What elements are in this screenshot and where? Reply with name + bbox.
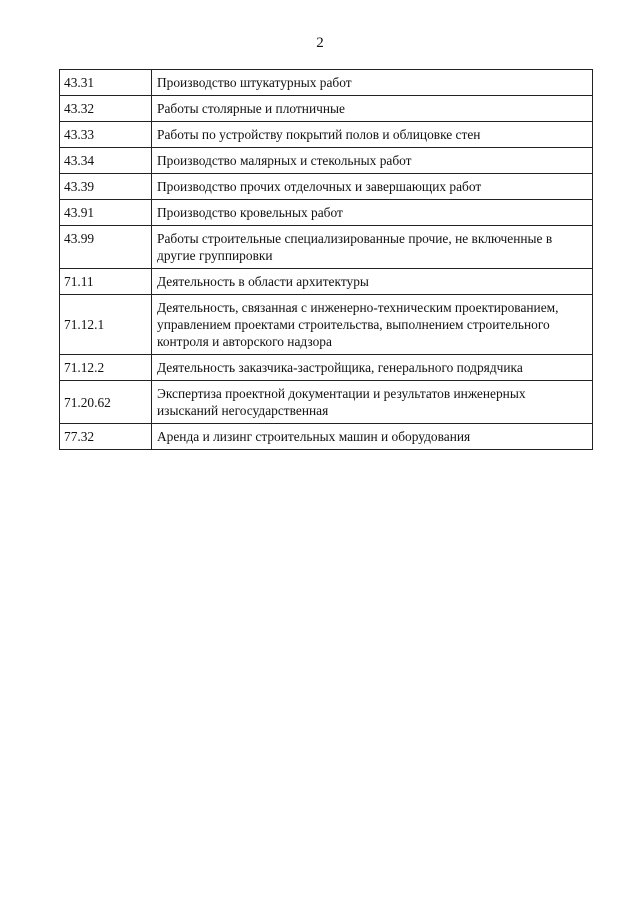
activity-code: 43.99	[60, 226, 152, 269]
activity-codes-table	[59, 69, 593, 450]
activity-code: 71.20.62	[60, 381, 152, 424]
activity-description: Аренда и лизинг строительных машин и оборудования	[152, 424, 593, 450]
activity-code: 43.31	[60, 70, 152, 96]
activity-description: Работы по устройству покрытий полов и облицовке стен	[152, 122, 593, 148]
activity-description: Производство кровельных работ	[152, 200, 593, 226]
activity-description: Экспертиза проектной документации и результатов инженерных изысканий негосударственная	[152, 381, 593, 424]
table-row	[60, 96, 593, 122]
table-row	[60, 148, 593, 174]
activity-code: 43.32	[60, 96, 152, 122]
activity-description: Производство штукатурных работ	[152, 70, 593, 96]
table-row	[60, 122, 593, 148]
activity-code: 71.12.1	[60, 295, 152, 355]
page-number: 2	[316, 35, 324, 51]
activity-code: 43.39	[60, 174, 152, 200]
activity-description: Работы строительные специализированные прочие, не включенные в другие группировки	[152, 226, 593, 269]
table-row	[60, 70, 593, 96]
activity-code: 43.91	[60, 200, 152, 226]
activity-description: Производство малярных и стекольных работ	[152, 148, 593, 174]
table-row	[60, 355, 593, 381]
activity-code: 71.12.2	[60, 355, 152, 381]
table-row	[60, 226, 593, 269]
activity-code: 77.32	[60, 424, 152, 450]
activity-description: Деятельность заказчика-застройщика, генерального подрядчика	[152, 355, 593, 381]
activity-code: 43.33	[60, 122, 152, 148]
activity-description: Производство прочих отделочных и завершающих работ	[152, 174, 593, 200]
table-row	[60, 174, 593, 200]
table-row	[60, 424, 593, 450]
activity-code: 43.34	[60, 148, 152, 174]
activity-code: 71.11	[60, 269, 152, 295]
activity-description: Работы столярные и плотничные	[152, 96, 593, 122]
table-row	[60, 381, 593, 424]
table-row	[60, 295, 593, 355]
table-row	[60, 200, 593, 226]
activity-description: Деятельность в области архитектуры	[152, 269, 593, 295]
table-row	[60, 269, 593, 295]
activity-description: Деятельность, связанная с инженерно-техническим проектированием, управлением проектами строительства, выполнением строительного контроля и авторского надзора	[152, 295, 593, 355]
